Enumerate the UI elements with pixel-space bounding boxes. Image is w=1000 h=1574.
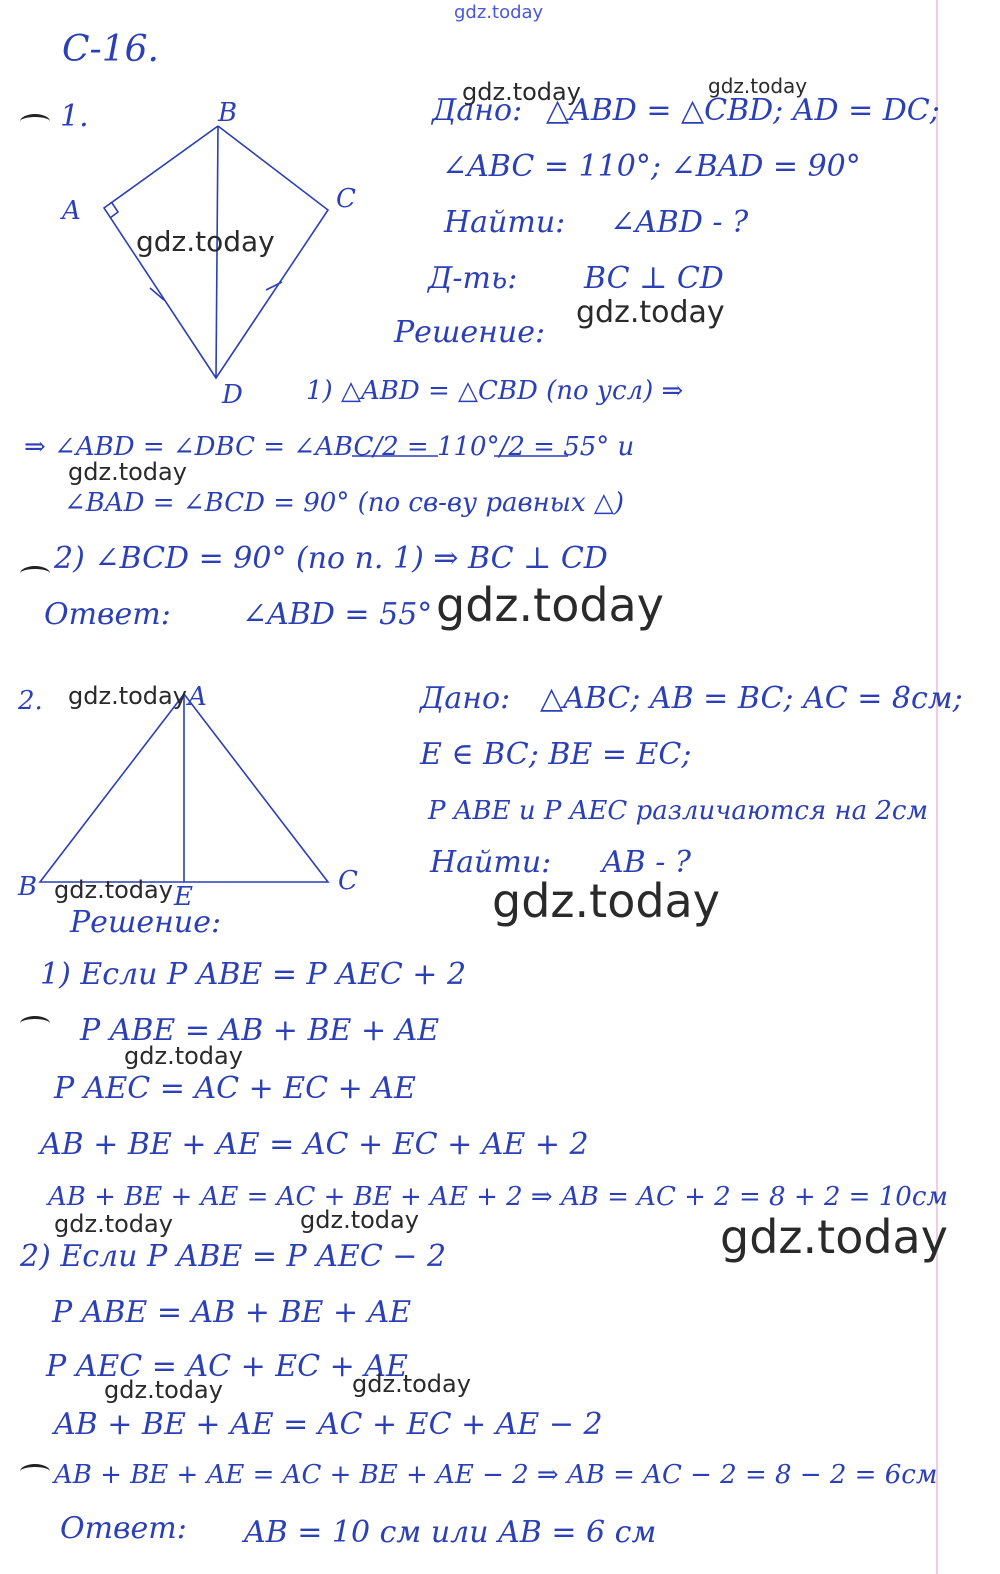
step-1-line-2: ⇒ ∠ABD = ∠DBC = ∠ABC/2 = 110°/2 = 55° и	[24, 432, 635, 462]
watermark: gdz.today	[436, 578, 664, 632]
case-2-line-1: P ABE = AB + BE + AE	[52, 1295, 412, 1330]
watermark: gdz.today	[104, 1376, 223, 1404]
case-1-line-2: P AEC = AC + EC + AE	[54, 1071, 416, 1106]
watermark: gdz.today	[124, 1042, 243, 1070]
given2-label: Дано:	[420, 681, 511, 716]
watermark: gdz.today	[462, 78, 581, 106]
case-2: 2) Если P ABE = P AEC − 2	[20, 1239, 447, 1274]
given2-line-2: E ∈ BC; BE = EC;	[420, 737, 692, 772]
step-1: 1) △ABD = △CBD (по усл) ⇒	[306, 376, 684, 406]
solution-label: Решение:	[394, 315, 546, 350]
watermark: gdz.today	[54, 876, 173, 904]
given2-line-3: P ABE и P AEC различаются на 2см	[428, 796, 929, 826]
watermark: gdz.today	[708, 74, 808, 98]
find-value: ∠ABD - ?	[610, 205, 749, 240]
prove-label: Д-ть:	[428, 261, 518, 296]
bracket-mark	[20, 1464, 50, 1479]
step-2: 2) ∠BCD = 90° (по п. 1) ⇒ BC ⊥ CD	[54, 541, 608, 576]
bracket-mark	[20, 566, 50, 581]
find-label: Найти:	[444, 205, 566, 240]
problem2-number: 2.	[18, 686, 43, 716]
triangle-diagram	[40, 694, 328, 882]
given-line-1: △ABD = △CBD; AD = DC;	[546, 93, 940, 128]
case-1-line-4: AB + BE + AE = AC + BE + AE + 2 ⇒ AB = AC + 2 = 8 + 2 = 10см	[48, 1182, 948, 1212]
label-b2: B	[18, 872, 38, 902]
case-2-line-4: AB + BE + AE = AC + BE + AE − 2 ⇒ AB = AC − 2 = 8 − 2 = 6см	[54, 1460, 938, 1490]
given-label: Дано:	[432, 93, 523, 128]
watermark: gdz.today	[136, 225, 275, 258]
label-c: C	[336, 184, 356, 214]
label-b: B	[218, 98, 238, 128]
tick-dc	[266, 282, 282, 290]
answer2-value: AB = 10 см или AB = 6 см	[244, 1515, 657, 1550]
problem1-number: 1.	[60, 99, 89, 134]
find2-value: AB - ?	[602, 845, 692, 880]
prove-value: BC ⊥ CD	[584, 261, 724, 296]
solution2-label: Решение:	[70, 905, 222, 940]
watermark: gdz.today	[68, 458, 187, 486]
label-e2: E	[174, 882, 193, 912]
watermark: gdz.today	[492, 874, 720, 928]
bracket-mark	[20, 1016, 50, 1031]
watermark: gdz.today	[54, 1210, 173, 1238]
watermark: gdz.today	[720, 1210, 948, 1264]
given-line-2: ∠ABC = 110°; ∠BAD = 90°	[442, 149, 861, 184]
answer-value: ∠ABD = 55°	[242, 597, 433, 632]
given2-line-1: △ABC; AB = BC; AC = 8см;	[540, 681, 963, 716]
page-code: C-16.	[62, 29, 159, 70]
label-a2: A	[188, 682, 207, 712]
label-a: A	[62, 196, 81, 226]
label-c2: C	[338, 866, 358, 896]
step-1-line-3: ∠BAD = ∠BCD = 90° (по св-ву равных △)	[64, 488, 625, 518]
case-2-line-2: P AEC = AC + EC + AE	[46, 1349, 408, 1384]
case-1-line-3: AB + BE + AE = AC + EC + AE + 2	[40, 1127, 589, 1162]
watermark: gdz.today	[352, 1370, 471, 1398]
watermark: gdz.today	[576, 295, 725, 330]
watermark-top: gdz.today	[454, 2, 544, 23]
answer2-label: Ответ:	[60, 1511, 187, 1546]
watermark: gdz.today	[300, 1206, 419, 1234]
case-2-line-3: AB + BE + AE = AC + EC + AE − 2	[54, 1407, 603, 1442]
bracket-mark	[20, 114, 50, 129]
label-d: D	[222, 380, 243, 410]
right-angle-mark	[110, 203, 118, 218]
answer-label: Ответ:	[44, 597, 171, 632]
watermark: gdz.today	[68, 682, 187, 710]
find2-label: Найти:	[430, 845, 552, 880]
case-1: 1) Если P ABE = P AEC + 2	[40, 957, 467, 992]
case-1-line-1: P ABE = AB + BE + AE	[80, 1013, 440, 1048]
